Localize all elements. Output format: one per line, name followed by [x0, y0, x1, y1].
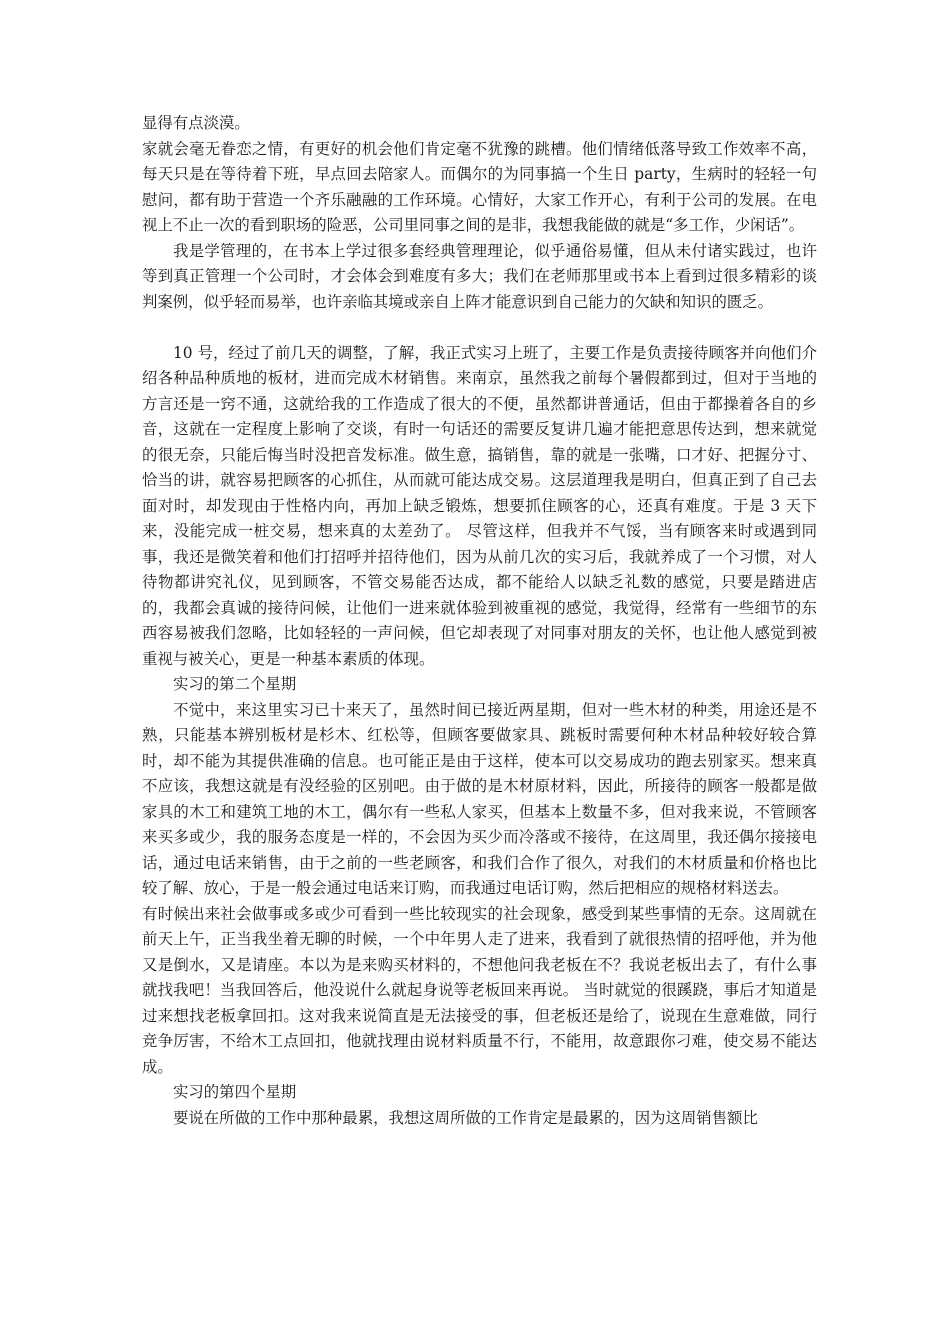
paragraph-colleague-relations: 家就会毫无眷恋之情，有更好的机会他们肯定毫不犹豫的跳槽。他们情绪低落导致工作效率不高，每天只是在等待着下班，早点回去陪家人。而偶尔的为同事搞一个生日 party，生病时的轻轻一句慰问，都有助于营造一个齐乐融融的工作环境。心情好，大家工作开心，有利于公司的发展。在电视上不止一次的看到职场的险恶，公司里同事之间的是非，我想我能做的就是“多工作，少闲话”。	[142, 139, 817, 234]
paragraph-social-reality: 有时候出来社会做事或多或少可看到一些比较现实的社会现象，感受到某些事情的无奈。这周就在前天上午，正当我坐着无聊的时候，一个中年男人走了进来，我看到了就很热情的招呼他，并为他又是倒水，又是请座。本以为是来购买材料的，不想他问我老板在不？我说老板出去了，有什么事就找我吧！当我回答后，他没说什么就起身说等老板回来再说。 当时就觉的很蹊跷，事后才知道是过来想找老板拿回扣。这对我来说简直是无法接受的事，但老板还是给了，说现在生意难做，同行竞争厉害，不给木工点回扣，他就找理由说材料质量不行，不能用，故意跟你刁难，使交易不能达成。	[142, 904, 817, 1076]
paragraph-opening-fragment: 显得有点淡漠。	[142, 114, 250, 132]
paragraph-first-week: 10 号，经过了前几天的调整，了解，我正式实习上班了，主要工作是负责接待顾客并向他们介绍各种品种质地的板材，进而完成木材销售。来南京，虽然我之前每个暑假都到过，但对于当地的方言还是一窍不通，这就给我的工作造成了很大的不便，虽然都讲普通话，但由于都操着各自的乡音，这就在一定程度上影响了交谈，有时一句话还的需要反复讲几遍才能把意思传达到，想来就觉的很无奈，只能后悔当时没把音发标准。做生意，搞销售，靠的就是一张嘴，口才好、把握分寸、恰当的讲，就容易把顾客的心抓住，从而就可能达成交易。这层道理我是明白，但真正到了自己去面对时，却发现由于性格内向，再加上缺乏锻炼，想要抓住顾客的心，还真有难度。于是 3 天下来，没能完成一桩交易，想来真的太差劲了。 尽管这样，但我并不气馁，当有顾客来时或遇到同事，我还是微笑着和他们打招呼并招待他们，因为从前几次的实习后，我就养成了一个习惯，对人待物都讲究礼仪，见到顾客，不管交易能否达成，都不能给人以缺乏礼数的感觉，只要是踏进店的，我都会真诚的接待问候，让他们一进来就体验到被重视的感觉，我觉得，经常有一些细节的东西容易被我们忽略，比如轻轻的一声问候，但它却表现了对同事对朋友的关怀，也让他人感觉到被重视与被关心，更是一种基本素质的体现。	[142, 343, 817, 668]
paragraph-management-theory: 我是学管理的，在书本上学过很多套经典管理理论，似乎通俗易懂，但从未付诸实践过，也许等到真正管理一个公司时，才会体会到难度有多大；我们在老师那里或书本上看到过很多精彩的谈判案例，似乎轻而易举，也许亲临其境或亲自上阵才能意识到自己能力的欠缺和知识的匮乏。	[142, 241, 817, 311]
paragraph-week-two: 不觉中，来这里实习已十来天了，虽然时间已接近两星期，但对一些木材的种类，用途还是不熟，只能基本辨别板材是杉木、红松等，但顾客要做家具、跳板时需要何种木材品种较好较合算时，却不能为其提供准确的信息。也可能正是由于这样，使本可以交易成功的跑去别家买。想来真不应该，我想这就是有没经验的区别吧。由于做的是木材原材料，因此，所接待的顾客一般都是做家具的木工和建筑工地的木工，偶尔有一些私人家买，但基本上数量不多，但对我来说，不管顾客来买多或少，我的服务态度是一样的，不会因为买少而冷落或不接待，在这周里，我还偶尔接接电话，通过电话来销售，由于之前的一些老顾客，和我们合作了很久，对我们的木材质量和价格也比较了解、放心，于是一般会通过电话来订购，而我通过电话订购，然后把相应的规格材料送去。	[142, 700, 817, 897]
paragraph-week-four: 要说在所做的工作中那种最累，我想这周所做的工作肯定是最累的，因为这周销售额比	[173, 1108, 758, 1127]
document-page	[142, 111, 817, 1131]
paragraph-spacer	[142, 315, 817, 341]
section-heading-week-two: 实习的第二个星期	[173, 675, 297, 693]
section-heading-week-four: 实习的第四个星期	[173, 1083, 297, 1101]
